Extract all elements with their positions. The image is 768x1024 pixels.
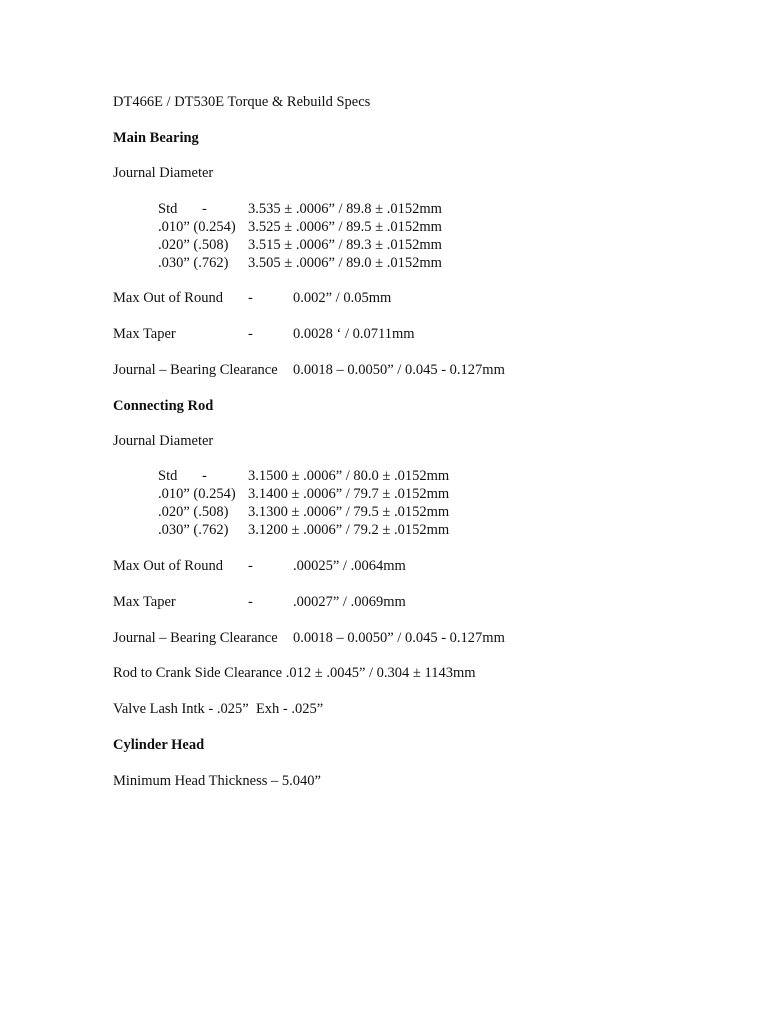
size-label: Std bbox=[158, 201, 178, 217]
size-spec: 3.1300 ± .0006” / 79.5 ± .0152mm bbox=[248, 504, 450, 520]
rod-side-clearance: Rod to Crank Side Clearance .012 ± .0045” / 0.304 ± 1143mm bbox=[113, 665, 476, 681]
spec-value: 0.0018 – 0.0050” / 0.045 - 0.127mm bbox=[293, 630, 505, 646]
size-label: .030” (.762) bbox=[158, 255, 229, 271]
size-label: .030” (.762) bbox=[158, 522, 229, 538]
size-label: .020” (.508) bbox=[158, 237, 229, 253]
spec-label: Journal – Bearing Clearance bbox=[113, 630, 278, 646]
size-label: .020” (.508) bbox=[158, 504, 229, 520]
spec-label: Max Out of Round bbox=[113, 558, 223, 574]
spec-value: .00025” / .0064mm bbox=[293, 558, 406, 574]
spec-dash: - bbox=[248, 326, 253, 342]
connecting-rod-heading: Connecting Rod bbox=[113, 398, 214, 414]
cylinder-head-heading: Cylinder Head bbox=[113, 737, 205, 753]
size-spec: 3.525 ± .0006” / 89.5 ± .0152mm bbox=[248, 219, 442, 235]
document-title: DT466E / DT530E Torque & Rebuild Specs bbox=[113, 94, 371, 110]
spec-label: Journal – Bearing Clearance bbox=[113, 362, 278, 378]
rod-journal-label: Journal Diameter bbox=[113, 433, 214, 449]
spec-label: Max Taper bbox=[113, 594, 176, 610]
min-head-thickness: Minimum Head Thickness – 5.040” bbox=[113, 773, 321, 789]
spec-value: 0.0028 ‘ / 0.0711mm bbox=[293, 326, 415, 342]
size-dash: - bbox=[202, 468, 207, 484]
spec-value: 0.002” / 0.05mm bbox=[293, 290, 392, 306]
size-spec: 3.1400 ± .0006” / 79.7 ± .0152mm bbox=[248, 486, 450, 502]
size-spec: 3.515 ± .0006” / 89.3 ± .0152mm bbox=[248, 237, 442, 253]
spec-value: 0.0018 – 0.0050” / 0.045 - 0.127mm bbox=[293, 362, 505, 378]
spec-dash: - bbox=[248, 594, 253, 610]
main-journal-label: Journal Diameter bbox=[113, 165, 214, 181]
valve-lash: Valve Lash Intk - .025” Exh - .025” bbox=[113, 701, 324, 717]
size-spec: 3.1200 ± .0006” / 79.2 ± .0152mm bbox=[248, 522, 450, 538]
size-spec: 3.1500 ± .0006” / 80.0 ± .0152mm bbox=[248, 468, 450, 484]
spec-label: Max Out of Round bbox=[113, 290, 223, 306]
size-label: .010” (0.254) bbox=[158, 486, 236, 502]
main-bearing-heading: Main Bearing bbox=[113, 130, 199, 146]
spec-value: .00027” / .0069mm bbox=[293, 594, 406, 610]
size-spec: 3.505 ± .0006” / 89.0 ± .0152mm bbox=[248, 255, 442, 271]
size-label: .010” (0.254) bbox=[158, 219, 236, 235]
spec-dash: - bbox=[248, 558, 253, 574]
spec-label: Max Taper bbox=[113, 326, 176, 342]
size-dash: - bbox=[202, 201, 207, 217]
size-label: Std bbox=[158, 468, 178, 484]
size-spec: 3.535 ± .0006” / 89.8 ± .0152mm bbox=[248, 201, 442, 217]
spec-dash: - bbox=[248, 290, 253, 306]
